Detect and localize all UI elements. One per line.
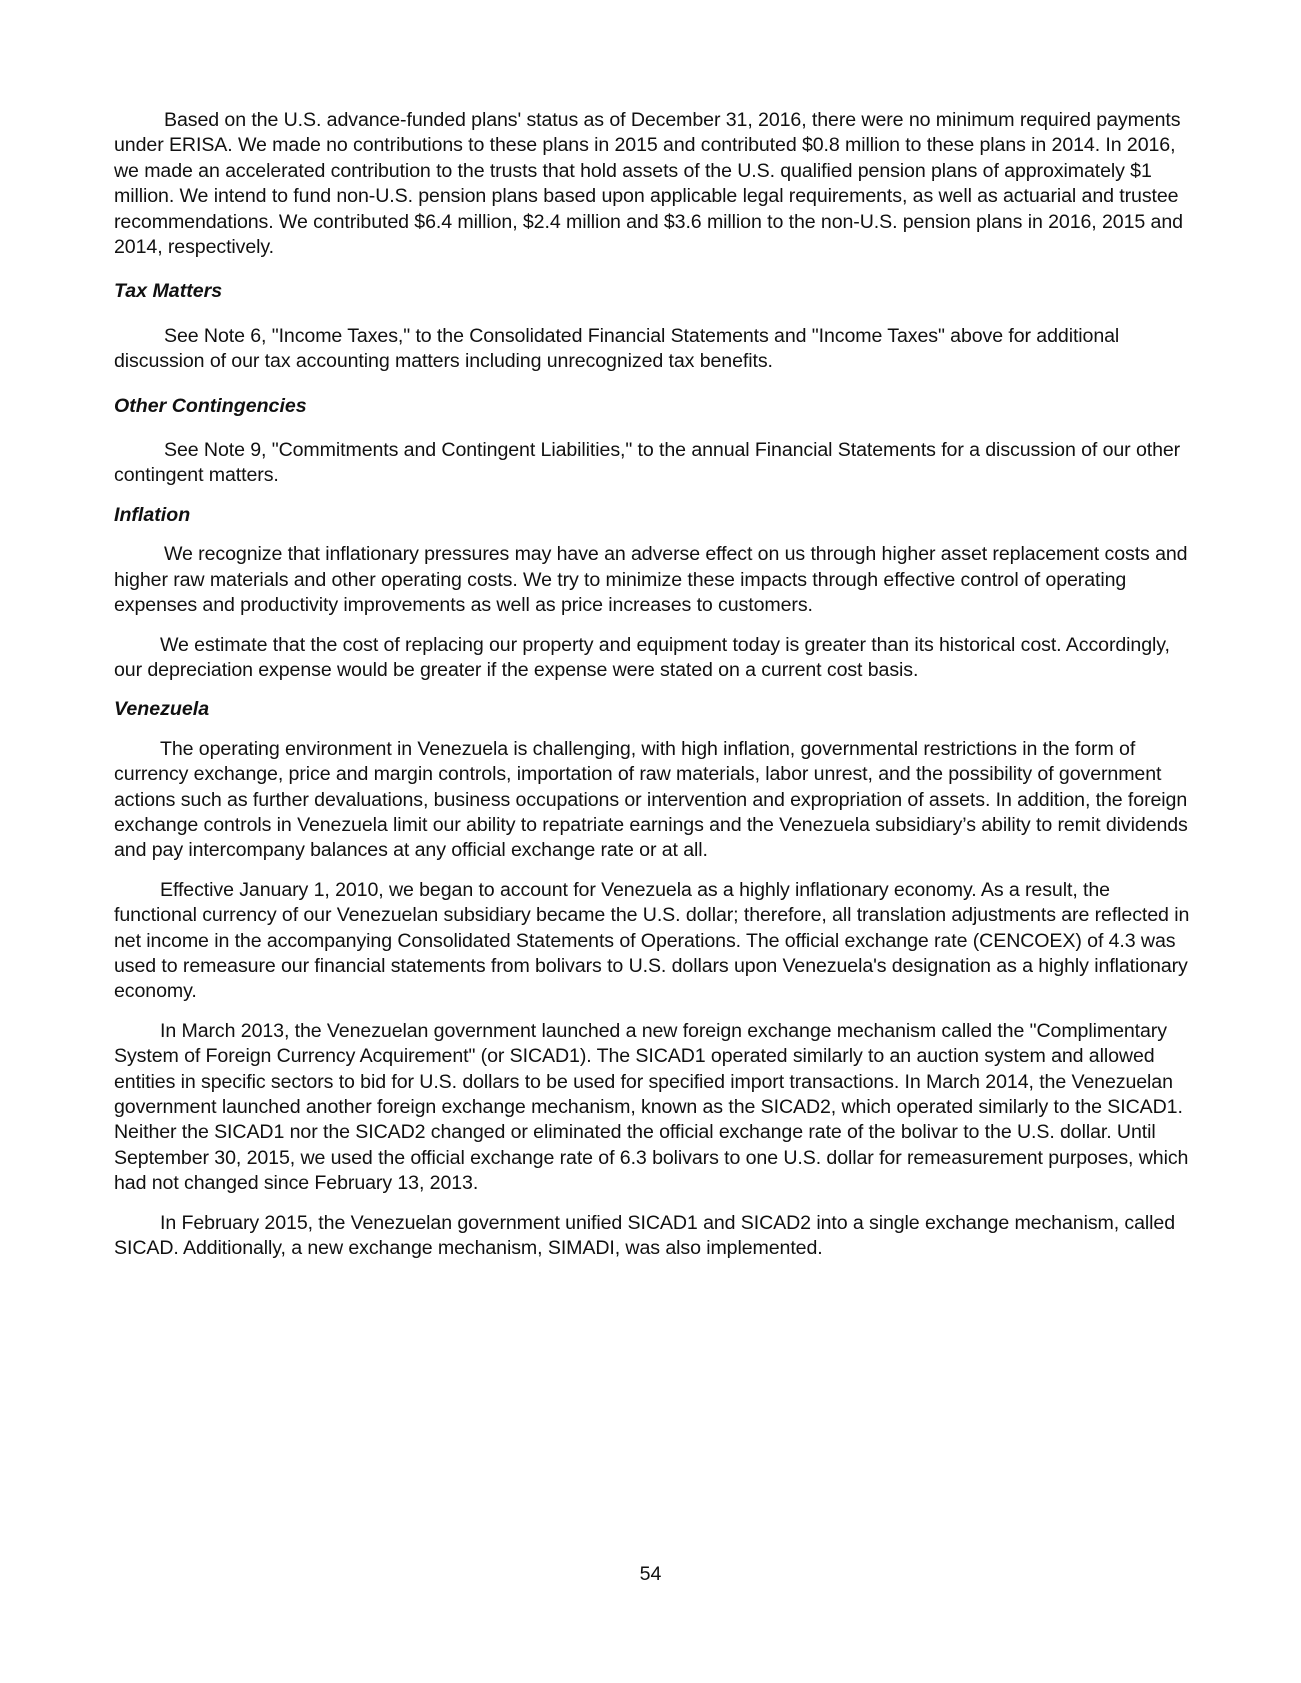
venezuela-paragraph-1: The operating environment in Venezuela is challenging, with high inflation, governmental restrictions in the form of currency exchange, price and margin controls, importation of raw materials, labor unrest, and the possibility of government actions such as further devaluations, business occupations or intervention and expropriation of assets. In addition, the foreign exchange controls in Venezuela limit our ability to repatriate earnings and the Venezuela subsidiary’s ability to remit dividends and pay intercompany balances at any official exchange rate or at all.: [114, 737, 1188, 862]
inflation-heading: Inflation: [114, 503, 191, 526]
venezuela-heading: Venezuela: [114, 698, 210, 721]
inflation-paragraph-2: We estimate that the cost of replacing our property and equipment today is greater than its historical cost. Accordingly, our depreciation expense would be greater if the expense were stated on a current cost basis.: [114, 633, 1170, 681]
other-contingencies-paragraph: See Note 9, "Commitments and Contingent Liabilities," to the annual Financial Statements for a discussion of our other contingent matters.: [114, 439, 1181, 487]
other-contingencies-heading: Other Contingencies: [114, 394, 307, 417]
venezuela-paragraph-4: In February 2015, the Venezuelan government unified SICAD1 and SICAD2 into a single exchange mechanism, called SICAD. Additionally, a new exchange mechanism, SIMADI, was also implemented.: [114, 1211, 1176, 1260]
document-body: [114, 108, 1192, 1275]
pension-paragraph: Based on the U.S. advance-funded plans' status as of December 31, 2016, there were no minimum required payments under ERISA. We made no contributions to these plans in 2015 and contributed $0.8 million to these plans in 2014. In 2016, we made an accelerated contribution to the trusts that hold assets of the U.S. qualified pension plans of approximately $1 million. We intend to fund non-U.S. pension plans based upon applicable legal requirements, as well as actuarial and trustee recommendations. We contributed $6.4 million, $2.4 million and $3.6 million to the non-U.S. pension plans in 2016, 2015 and 2014, respectively.: [114, 109, 1183, 259]
inflation-paragraph-1: We recognize that inflationary pressures may have an adverse effect on us through higher asset replacement costs and higher raw materials and other operating costs. We try to minimize these impacts through effective control of operating expenses and productivity improvements as well as price increases to customers.: [114, 543, 1188, 617]
tax-matters-paragraph: See Note 6, "Income Taxes," to the Consolidated Financial Statements and "Income Taxes" above for additional discussion of our tax accounting matters including unrecognized tax benefits.: [114, 324, 1120, 373]
tax-matters-heading: Tax Matters: [114, 280, 223, 303]
venezuela-paragraph-2: Effective January 1, 2010, we began to account for Venezuela as a highly inflationary economy. As a result, the functional currency of our Venezuelan subsidiary became the U.S. dollar; therefore, all translation adjustments are reflected in net income in the accompanying Consolidated Statements of Operations. The official exchange rate (CENCOEX) of 4.3 was used to remeasure our financial statements from bolivars to U.S. dollars upon Venezuela's designation as a highly inflationary economy.: [114, 878, 1190, 1003]
venezuela-paragraph-3: In March 2013, the Venezuelan government launched a new foreign exchange mechanism called the "Complimentary System of Foreign Currency Acquirement" (or SICAD1). The SICAD1 operated similarly to an auction system and allowed entities in specific sectors to bid for U.S. dollars to be used for specified import transactions. In March 2014, the Venezuelan government launched another foreign exchange mechanism, known as the SICAD2, which operated similarly to the SICAD1. Neither the SICAD1 nor the SICAD2 changed or eliminated the official exchange rate of the bolivar to the U.S. dollar. Until September 30, 2015, we used the official exchange rate of 6.3 bolivars to one U.S. dollar for remeasurement purposes, which had not changed since February 13, 2013.: [114, 1019, 1189, 1195]
page-number: 54: [639, 1563, 662, 1585]
